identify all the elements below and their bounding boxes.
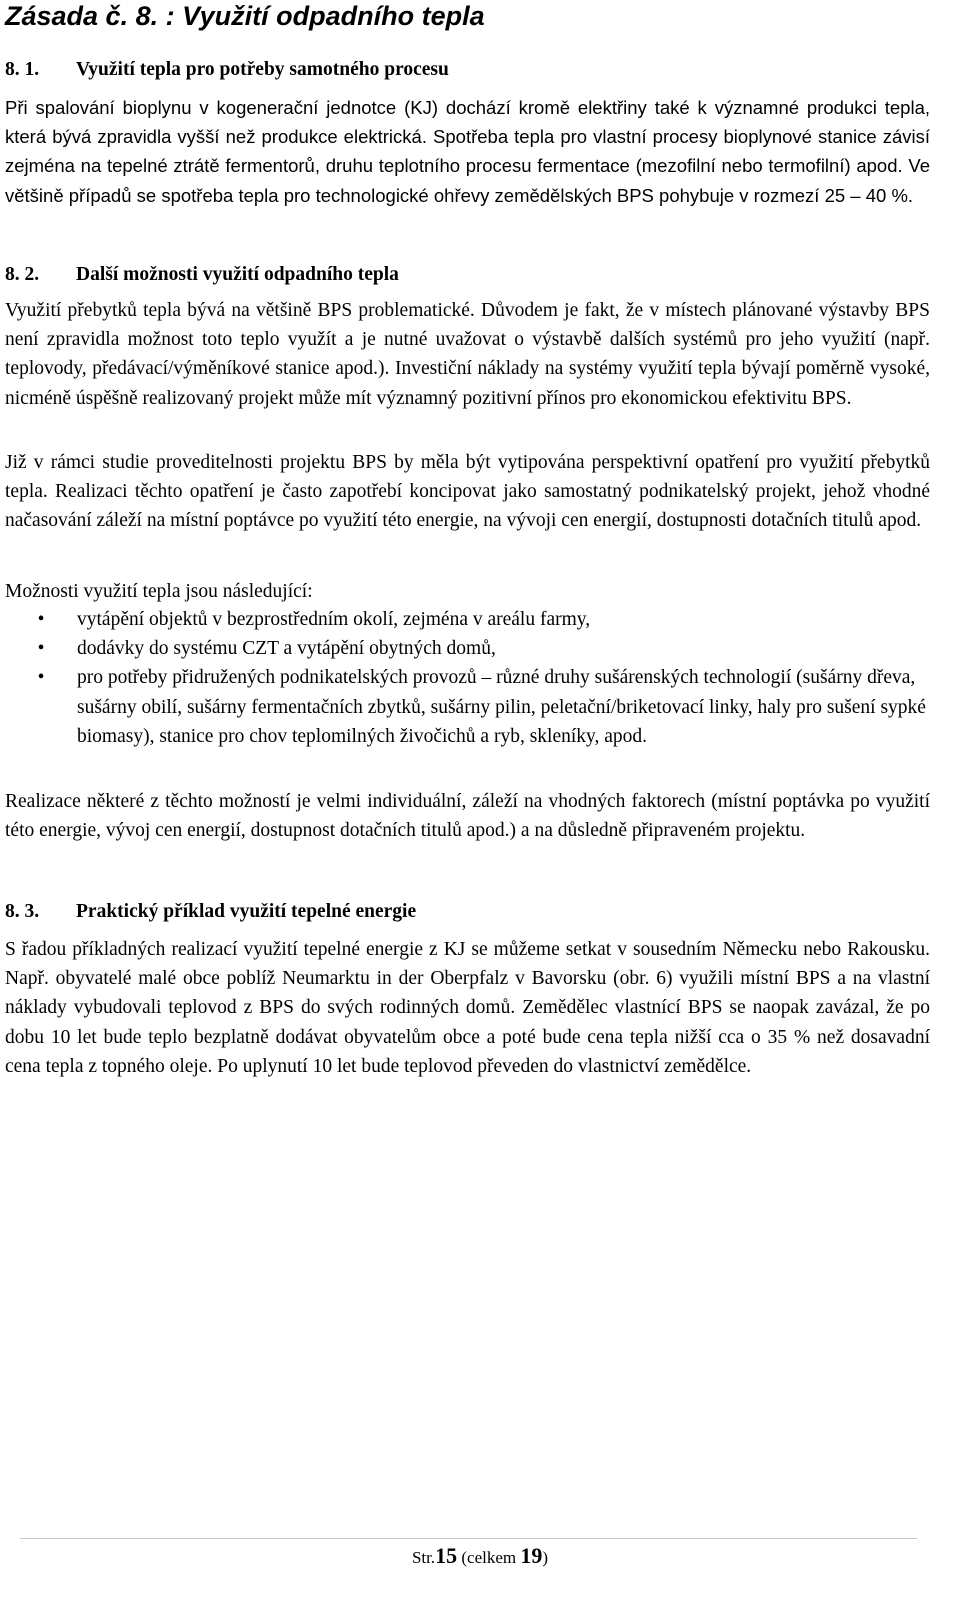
paragraph-options-intro: Možnosti využití tepla jsou následující: [5, 581, 313, 602]
list-item [5, 663, 930, 751]
paragraph-heat-for-process: Při spalování bioplynu v kogenerační jednotce (KJ) dochází kromě elektřiny také k významné produkci tepla, která bývá zpravidla vyšší než produkce elektrická. Spotřeba tepla pro vlastní procesy bioplynové stanice závisí zejména na tepelné ztrátě fermentorů, druhu teplotního procesu fermentace (mezofilní nebo termofilní) apod. Ve většině případů se spotřeba tepla pro technologické ohřevy zemědělských BPS pohybuje v rozmezí 25 – 40 %. [5, 97, 930, 206]
list-item [5, 634, 930, 663]
section-number: 8. 3. [5, 901, 40, 922]
bullet-icon: • [37, 667, 45, 689]
page-number: 15 [435, 1543, 458, 1568]
list-item-text: vytápění objektů v bezprostředním okolí, zejména v areálu farmy, [77, 609, 591, 630]
section-heading-8-1 [5, 57, 449, 83]
bullet-icon: • [37, 638, 45, 660]
paragraph-feasibility-study: Již v rámci studie proveditelnosti projektu BPS by měla být vytipována perspektivní opatření pro využití přebytků tepla. Realizaci těchto opatření je často zapotřebí koncipovat jako samostatný podnikatelský projekt, jehož vhodné načasování záleží na místní poptávce po využití této energie, na vývoji cen energií, dostupnosti dotačních titulů apod. [5, 452, 930, 532]
paragraph-practical-example: S řadou příkladných realizací využití tepelné energie z KJ se můžeme setkat v sousedním Německu nebo Rakousku. Např. obyvatelé malé obce poblíž Neumarktu in der Oberpfalz v Bavorsku (obr. 6) využili místní BPS a na vlastní náklady vybudovali teplovod z BPS do svých rodinných domů. Zemědělec vlastnící BPS se naopak zavázal, že po dobu 10 let bude teplo bezplatně dodávat obyvatelům obce a poté bude cena tepla nižší cca o 35 % než dosavadní cena tepla z topného oleje. Po uplynutí 10 let bude teplovod převeden do vlastnictví zemědělce. [5, 939, 930, 1077]
list-item-text: pro potřeby přidružených podnikatelských provozů – různé druhy sušárenských technologií (sušárny dřeva, sušárny obilí, sušárny fermentačních zbytků, sušárny pilin, peletační/briketovací linky, haly pro sušení sypké biomasy), stanice pro chov teplomilných živočichů a ryb, skleníky, apod. [77, 667, 926, 747]
section-number: 8. 1. [5, 59, 40, 80]
section-title: Další možnosti využití odpadního tepla [76, 264, 399, 285]
footer-prefix: Str. [411, 1548, 436, 1567]
list-item-text: dodávky do systému CZT a vytápění obytných domů, [77, 638, 496, 660]
section-number: 8. 2. [5, 264, 40, 285]
section-heading-8-2 [5, 262, 399, 288]
footer-divider [20, 1538, 917, 1539]
section-heading-8-3 [5, 899, 416, 925]
footer-suffix: ) [542, 1548, 549, 1567]
section-title: Využití tepla pro potřeby samotného procesu [76, 59, 449, 80]
section-title: Praktický příklad využití tepelné energie [76, 901, 417, 922]
paragraph-realization: Realizace některé z těchto možností je velmi individuální, záleží na vhodných faktorech (místní poptávka po využití této energie, vývoj cen energií, dostupnost dotačních titulů apod.) a na důsledně připraveném projektu. [5, 791, 930, 842]
paragraph-surplus-heat: Využití přebytků tepla bývá na většině BPS problematické. Důvodem je fakt, že v místech plánované výstavby BPS není zpravidla možnost toto teplo využít a je nutné uvažovat o výstavbě dalších systémů pro jeho využití (např. teplovody, předávací/výměníkové stanice apod.). Investiční náklady na systémy využití tepla bývají poměrně vysoké, nicméně úspěšně realizovaný projekt může mít významný pozitivní přínos pro ekonomickou efektivitu BPS. [5, 300, 930, 409]
list-item [5, 605, 930, 634]
total-pages: 19 [520, 1543, 543, 1568]
bullet-icon: • [37, 609, 45, 630]
footer-mid: (celkem [457, 1548, 521, 1567]
page-title: Zásada č. 8. : Využití odpadního tepla [5, 1, 485, 31]
page-footer [0, 1544, 960, 1570]
heat-use-options-list [5, 605, 930, 751]
